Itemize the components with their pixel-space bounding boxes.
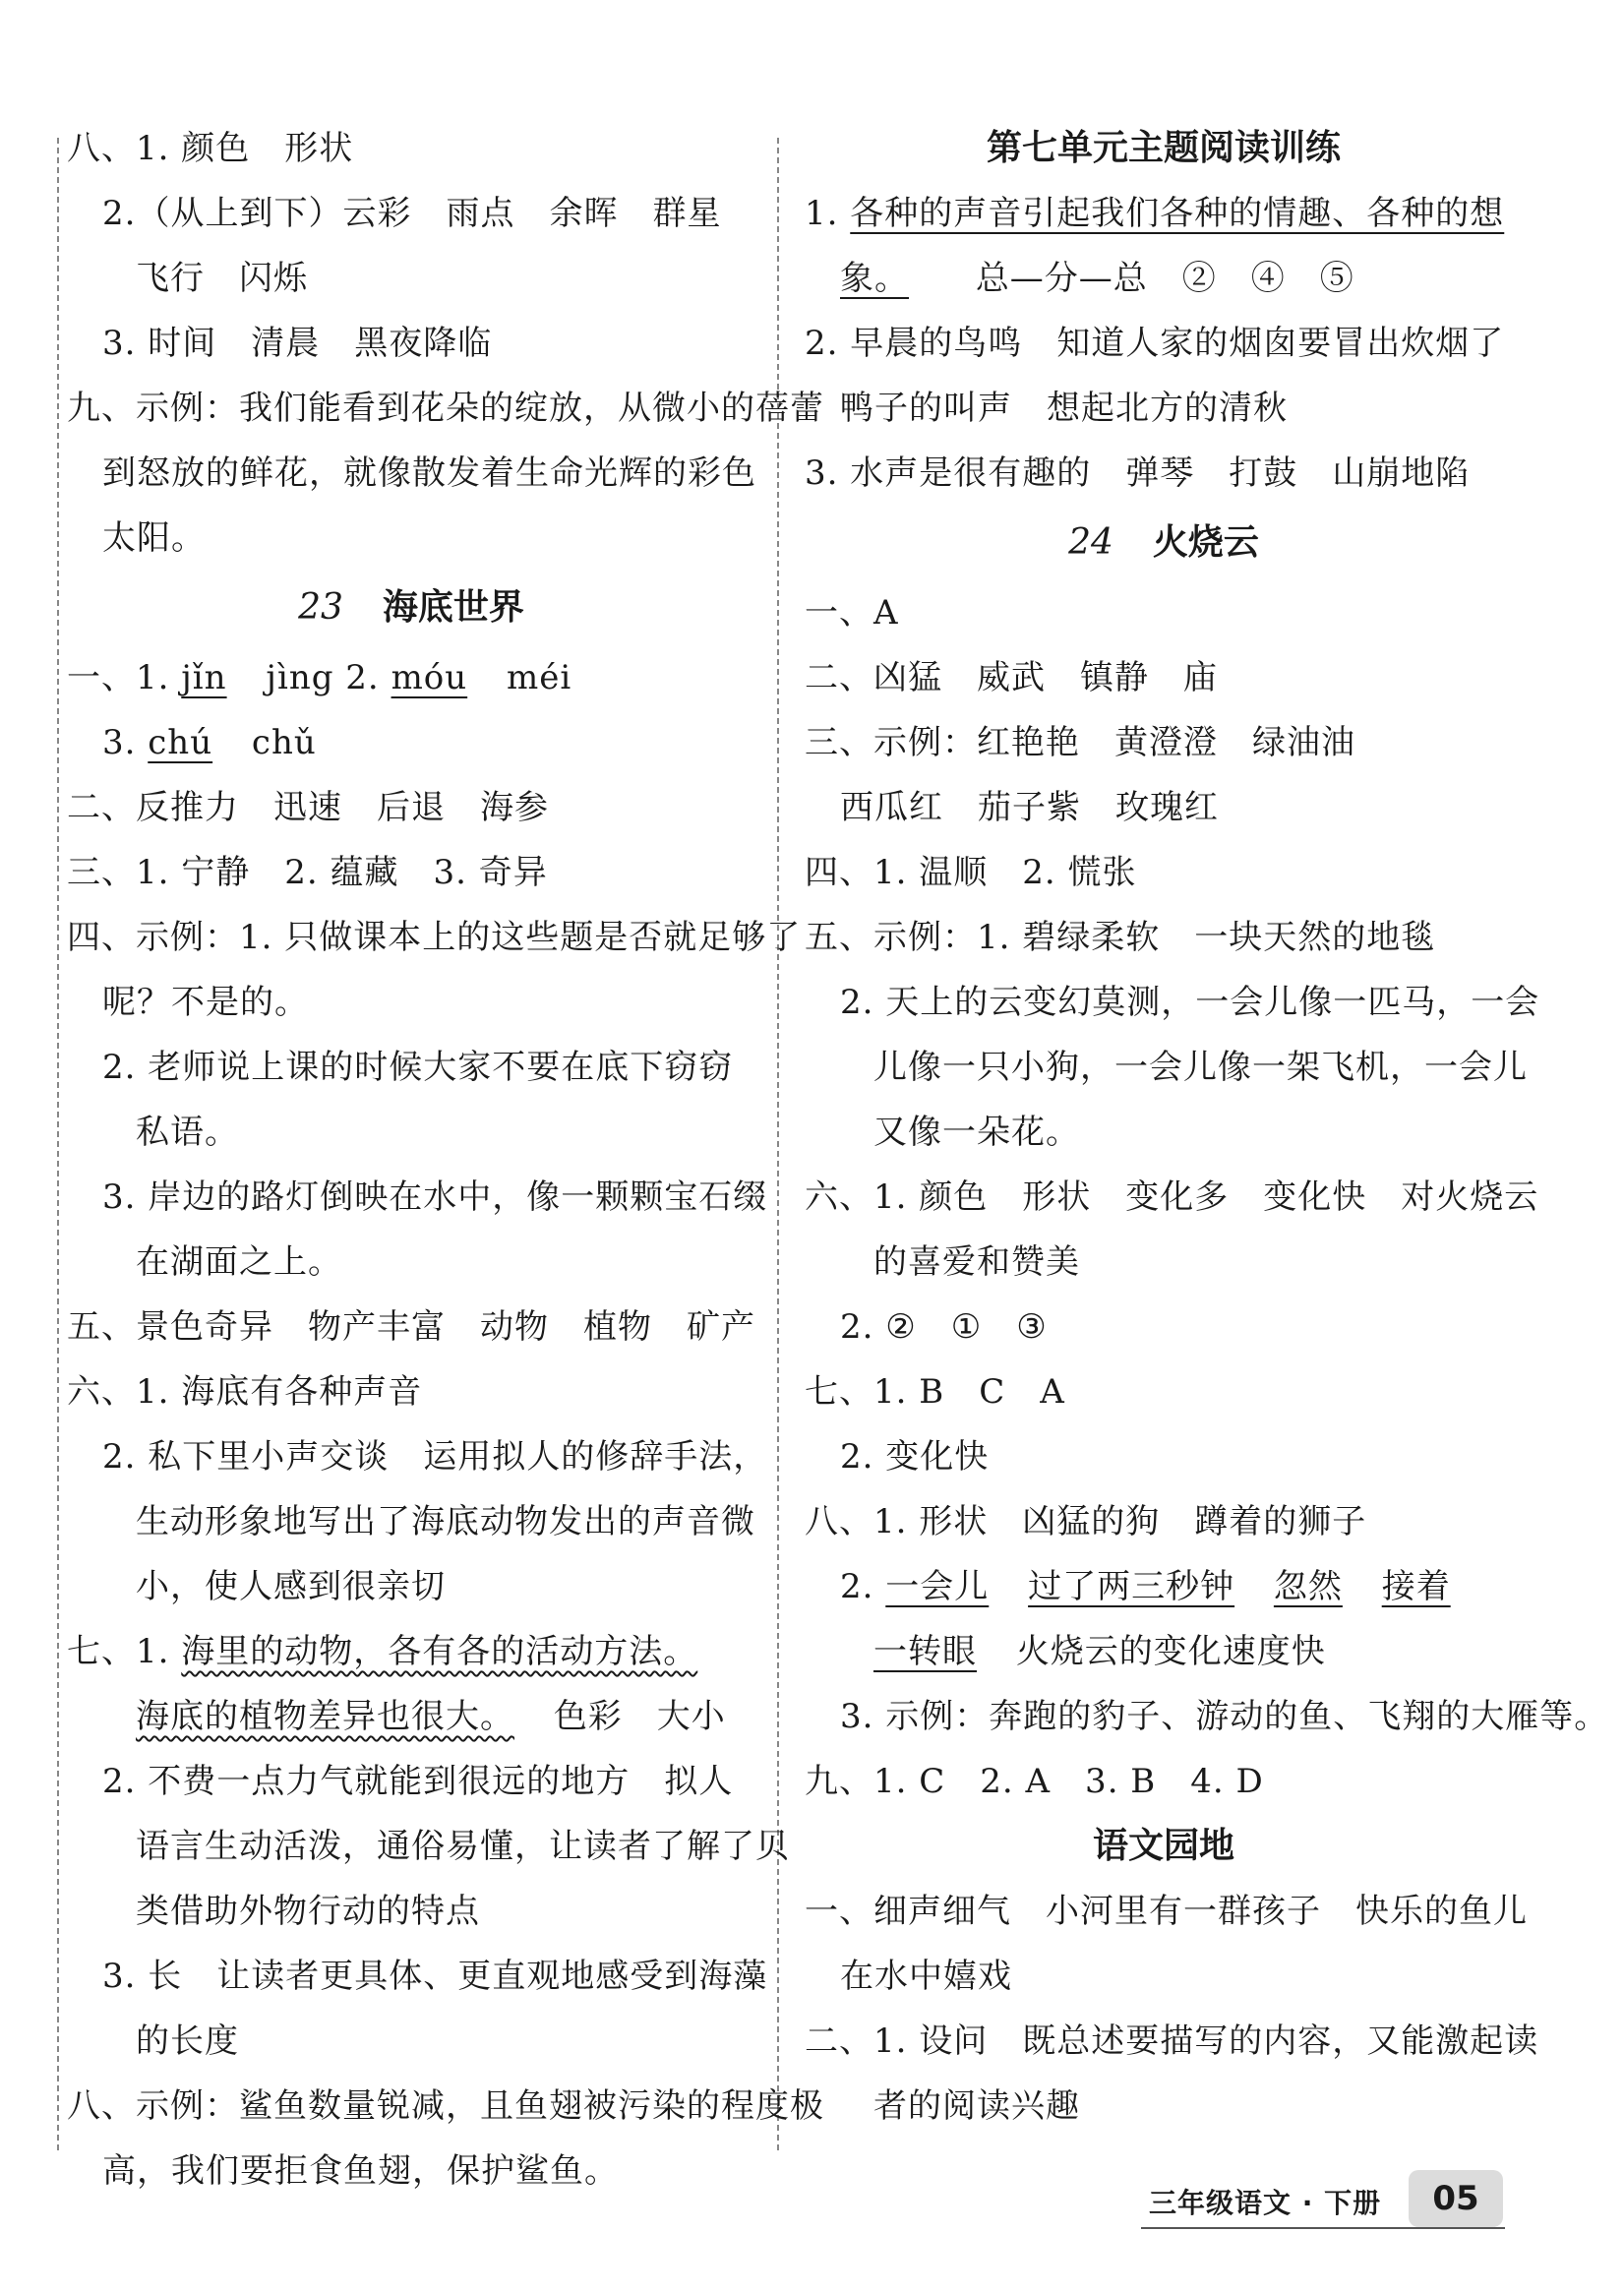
- answer-line: 鸭子的叫声 想起北方的清秋: [840, 389, 1288, 428]
- pinyin-option: méi: [506, 658, 572, 697]
- underlined-answer: 一转眼: [873, 1632, 977, 1671]
- page-number: 05: [1409, 2170, 1503, 2227]
- answer-line: 一、细声细气 小河里有一群孩子 快乐的鱼儿: [805, 1892, 1528, 1931]
- answer-line: 在湖面之上。: [136, 1242, 342, 1282]
- pinyin-answer: chú: [148, 723, 213, 762]
- pinyin-option: chǔ: [251, 723, 317, 762]
- answer-line: 六、1. 海底有各种声音: [67, 1372, 423, 1412]
- answer-line: 九、1. C 2. A 3. B 4. D: [805, 1762, 1264, 1801]
- answer-line: 2. ② ① ③: [840, 1307, 1048, 1347]
- answer-line: [805, 1619, 1523, 1684]
- answer-line: 高，我们要拒食鱼翅，保护鲨鱼。: [102, 2151, 619, 2191]
- answer-line: 2. 早晨的鸟鸣 知道人家的烟囱要冒出炊烟了: [805, 324, 1505, 363]
- underlined-answer: 象。: [840, 259, 909, 298]
- answer-line: 3. 时间 清晨 黑夜降临: [102, 324, 493, 363]
- answer-line: 太阳。: [102, 518, 206, 558]
- answer-line: 儿像一只小狗，一会儿像一架飞机，一会儿: [873, 1048, 1528, 1087]
- answer-line: 语言生动活泼，通俗易懂，让读者了解了贝: [136, 1827, 790, 1866]
- answer-line: 2. 变化快: [840, 1437, 990, 1477]
- answer-line: 到怒放的鲜花，就像散发着生命光辉的彩色: [102, 453, 756, 493]
- answer-line: 3. 水声是很有趣的 弹琴 打鼓 山崩地陷: [805, 453, 1471, 493]
- answer-line: 类借助外物行动的特点: [136, 1892, 480, 1931]
- pinyin-answer: móu: [391, 658, 468, 697]
- footer-rule: [1141, 2227, 1505, 2229]
- answer-text: 色彩 大小: [553, 1697, 726, 1736]
- answer-line: 八、示例：鲨鱼数量锐减，且鱼翅被污染的程度极: [67, 2086, 824, 2126]
- item-prefix: 七、1.: [67, 1632, 170, 1671]
- item-prefix: 一、1.: [67, 658, 170, 697]
- answer-line: 3. 长 让读者更具体、更直观地感受到海藻: [102, 1957, 768, 1996]
- left-column: [67, 116, 824, 2203]
- pinyin-option: jìng: [266, 658, 334, 697]
- answer-line: [67, 1619, 755, 1684]
- answer-line: 飞行 闪烁: [136, 259, 308, 298]
- answer-line: 小，使人感到很亲切: [136, 1567, 446, 1606]
- underlined-answer: 过了两三秒钟: [1028, 1567, 1235, 1606]
- answer-line: 七、1. B C A: [805, 1372, 1065, 1412]
- column-divider-left: [57, 138, 59, 2150]
- answer-line: 又像一朵花。: [873, 1113, 1080, 1152]
- garden-title: 语文园地: [1092, 1826, 1234, 1866]
- underlined-answer: 接着: [1381, 1567, 1451, 1606]
- wavy-underlined-sentence: 海里的动物，各有各的活动方法。: [181, 1632, 698, 1671]
- answer-line: 西瓜红 茄子紫 玫瑰红: [840, 788, 1219, 827]
- lesson-23-title: [67, 571, 755, 645]
- answer-line: 五、示例：1. 碧绿柔软 一块天然的地毯: [805, 918, 1436, 957]
- answer-line: 八、1. 颜色 形状: [67, 129, 354, 168]
- answer-line: 一、A: [805, 593, 899, 633]
- answer-line: 二、凶猛 威武 镇静 庙: [805, 658, 1218, 697]
- answer-line: 呢？不是的。: [102, 983, 309, 1022]
- unit-title: 第七单元主题阅读训练: [986, 128, 1341, 168]
- answer-line: 2. 私下里小声交谈 运用拟人的修辞手法，: [102, 1437, 768, 1477]
- underlined-answer: 忽然: [1273, 1567, 1343, 1606]
- answer-line: [805, 1554, 1523, 1619]
- answer-line: 2.（从上到下）云彩 雨点 余晖 群星: [102, 194, 722, 233]
- lesson-24-title: [805, 506, 1523, 580]
- answer-text: 总—分—总 ② ④ ⑤: [975, 259, 1354, 298]
- answer-line: 四、1. 温顺 2. 慌张: [805, 853, 1137, 892]
- item-prefix: 2.: [345, 658, 380, 697]
- lesson-name: 海底世界: [382, 587, 524, 628]
- answer-line: [805, 246, 1523, 311]
- answer-line: [805, 181, 1523, 246]
- pinyin-answer: jǐn: [181, 658, 227, 697]
- answer-line: 二、反推力 迅速 后退 海参: [67, 788, 549, 827]
- right-column: [805, 116, 1609, 2139]
- lesson-number: 24: [1068, 522, 1113, 563]
- answer-line: [67, 710, 755, 775]
- answer-line: 2. 不费一点力气就能到很远的地方 拟人: [102, 1762, 734, 1801]
- answer-line: 2. 天上的云变幻莫测，一会儿像一匹马，一会: [840, 983, 1540, 1022]
- answer-line: 2. 老师说上课的时候大家不要在底下窃窃: [102, 1048, 734, 1087]
- answer-line: 的长度: [136, 2021, 239, 2061]
- lesson-number: 23: [298, 587, 343, 628]
- answer-line: 生动形象地写出了海底动物发出的声音微: [136, 1502, 755, 1541]
- answer-line: 五、景色奇异 物产丰富 动物 植物 矿产: [67, 1307, 755, 1347]
- answer-line: 的喜爱和赞美: [873, 1242, 1080, 1282]
- wavy-underlined-sentence: 海底的植物差异也很大。: [136, 1697, 514, 1736]
- underlined-answer: 一会儿: [885, 1567, 990, 1606]
- answer-line: [67, 645, 755, 710]
- answer-line: [67, 1684, 755, 1749]
- answer-line: 私语。: [136, 1113, 239, 1152]
- underlined-answer: 各种的声音引起我们各种的情趣、各种的想: [850, 194, 1505, 233]
- book-title: 三年级语文 · 下册: [1149, 2187, 1382, 2219]
- answer-line: 3. 示例：奔跑的豹子、游动的鱼、飞翔的大雁等。: [840, 1697, 1609, 1736]
- answer-line: 三、1. 宁静 2. 蕴藏 3. 奇异: [67, 853, 548, 892]
- answer-line: 九、示例：我们能看到花朵的绽放，从微小的蓓蕾: [67, 389, 824, 428]
- answer-line: 者的阅读兴趣: [873, 2086, 1080, 2126]
- answer-text: 火烧云的变化速度快: [1015, 1632, 1326, 1671]
- answer-line: 在水中嬉戏: [840, 1957, 1012, 1996]
- answer-line: 四、示例：1. 只做课本上的这些题是否就足够了: [67, 918, 802, 957]
- item-prefix: 1.: [805, 194, 839, 233]
- answer-line: 二、1. 设问 既总述要描写的内容，又能激起读: [805, 2021, 1539, 2061]
- item-prefix: 3.: [102, 723, 137, 762]
- answer-line: 3. 岸边的路灯倒映在水中，像一颗颗宝石缀: [102, 1177, 768, 1217]
- answer-line: 三、示例：红艳艳 黄澄澄 绿油油: [805, 723, 1355, 762]
- item-prefix: 2.: [840, 1567, 874, 1606]
- answer-line: 六、1. 颜色 形状 变化多 变化快 对火烧云: [805, 1177, 1539, 1217]
- lesson-name: 火烧云: [1152, 522, 1259, 563]
- answer-line: 八、1. 形状 凶猛的狗 蹲着的狮子: [805, 1502, 1367, 1541]
